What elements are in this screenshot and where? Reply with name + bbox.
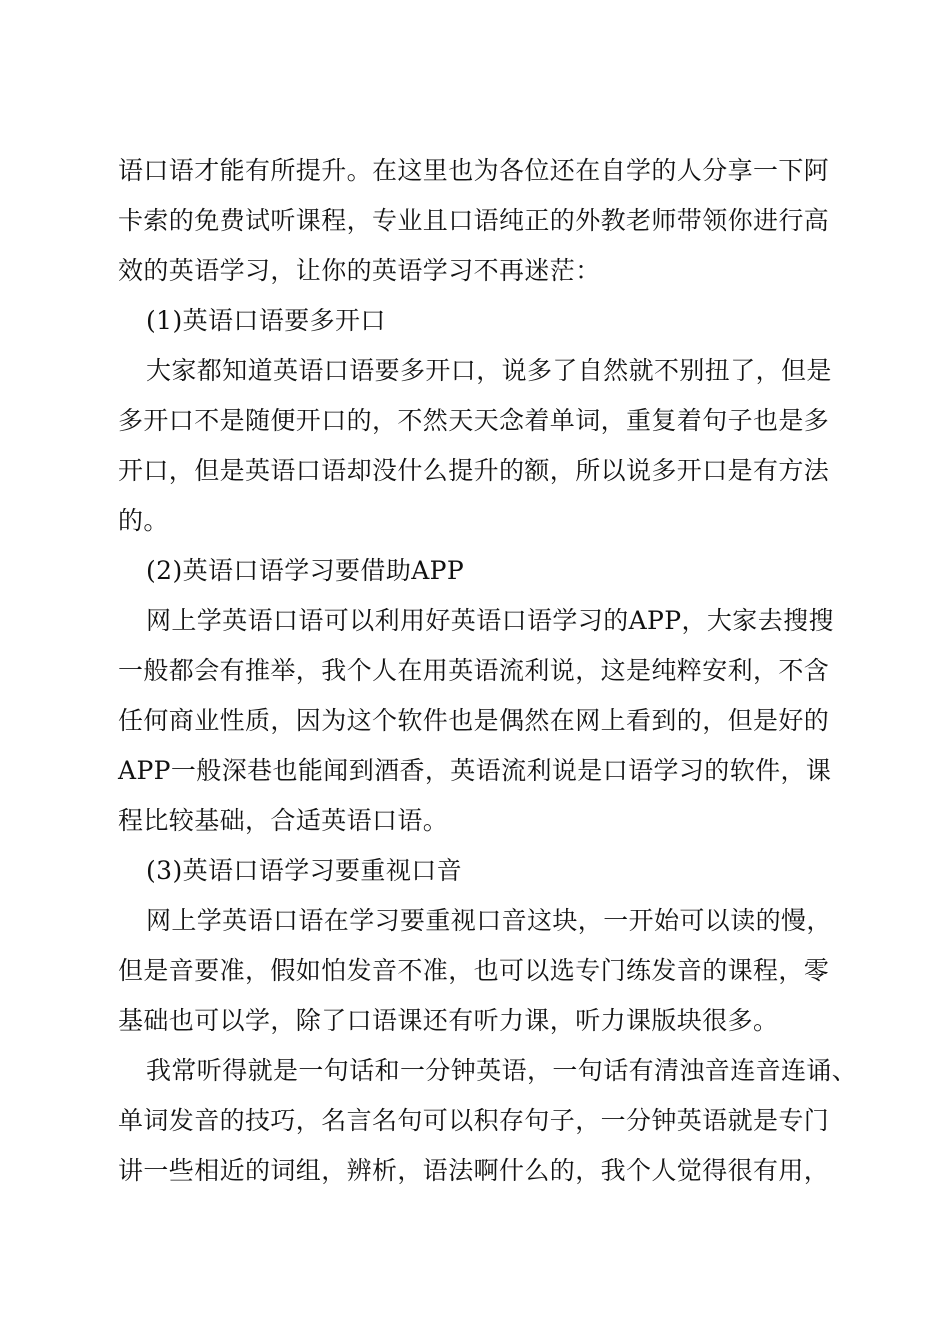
- text-line: 网上学英语口语在学习要重视口音这块，一开始可以读的慢，: [146, 906, 832, 935]
- text-line: 开口，但是英语口语却没什么提升的额，所以说多开口是有方法: [118, 456, 830, 485]
- text-line: 多开口不是随便开口的，不然天天念着单词，重复着句子也是多: [118, 406, 830, 435]
- text-line: 单词发音的技巧，名言名句可以积存句子，一分钟英语就是专门: [118, 1106, 830, 1135]
- text-line: 的。: [118, 506, 169, 535]
- text-line: 语口语才能有所提升。在这里也为各位还在自学的人分享一下阿: [118, 156, 830, 185]
- text-line: 一般都会有推举，我个人在用英语流利说，这是纯粹安利，不含: [118, 656, 830, 685]
- text-line: 基础也可以学，除了口语课还有听力课，听力课版块很多。: [118, 1006, 779, 1035]
- text-line: 卡索的免费试听课程，专业且口语纯正的外教老师带领你进行高: [118, 206, 830, 235]
- section-heading: (3)英语口语学习要重视口音: [146, 856, 463, 885]
- text-line: 讲一些相近的词组，辨析，语法啊什么的，我个人觉得很有用，: [118, 1156, 830, 1185]
- text-line: APP一般深巷也能闻到酒香，英语流利说是口语学习的软件，课: [118, 756, 832, 785]
- document-body: [118, 146, 858, 1196]
- section-heading: (1)英语口语要多开口: [146, 306, 386, 335]
- text-line: 大家都知道英语口语要多开口，说多了自然就不别扭了，但是: [146, 356, 832, 385]
- text-line: 但是音要准，假如怕发音不准，也可以选专门练发音的课程，零: [118, 956, 830, 985]
- text-line: 效的英语学习，让你的英语学习不再迷茫：: [118, 256, 601, 285]
- text-line: 网上学英语口语可以利用好英语口语学习的APP，大家去搜搜: [146, 606, 834, 635]
- text-line: 程比较基础，合适英语口语。: [118, 806, 449, 835]
- text-line: 我常听得就是一句话和一分钟英语，一句话有清浊音连音连诵、: [146, 1056, 858, 1085]
- section-heading: (2)英语口语学习要借助APP: [146, 556, 465, 585]
- text-line: 任何商业性质，因为这个软件也是偶然在网上看到的，但是好的: [118, 706, 830, 735]
